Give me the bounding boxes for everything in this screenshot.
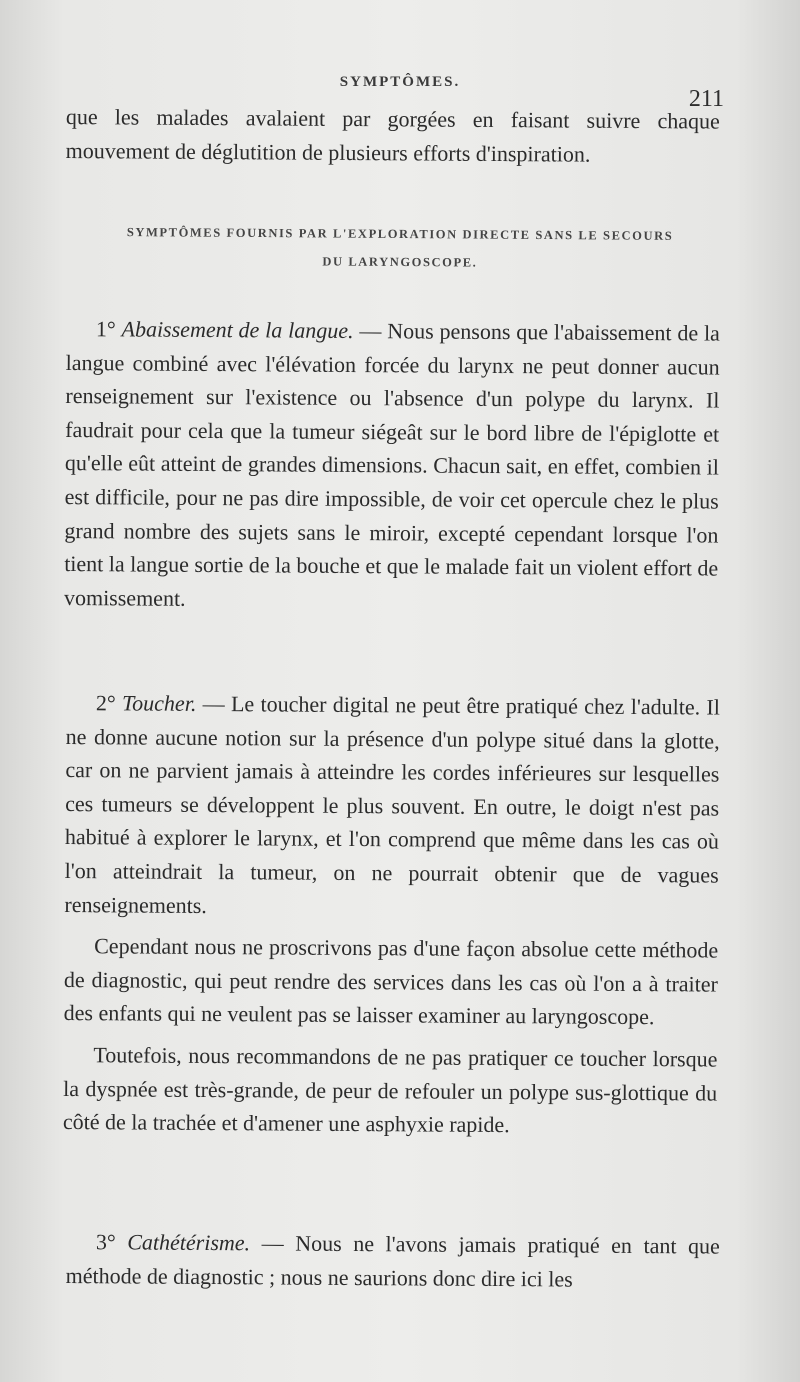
item-2-paragraph-2: Cependant nous ne proscrivons pas d'une façon absolue cette méthode de diagnostic, qui peut rendre des services dans les cas où l'on a à traiter des enfants qui ne veulent pas se laisser examiner au laryngoscope.	[63, 933, 719, 1030]
item-1-text: — Nous pensons que l'abaissement de la langue combiné avec l'élévation forcée du larynx ne peut donner aucun renseignement sur l'existence ou l'absence d'un polype du larynx. Il faudrait pour cela que la tumeur siégeât sur le bord libre de l'épiglotte et qu'elle eût atteint de grandes dimensions. Chacun sait, en effet, combien il est difficile, pour ne pas dire impossible, de voir cet opercule chez le plus grand nombre des sujets sans le miroir, excepté cependant lorsque l'on tient la langue sortie de la bouche et que le malade fait un violent effort de vomissement.	[63, 318, 720, 611]
item-1-block	[64, 312, 720, 619]
item-3-number: 3°	[95, 1229, 116, 1255]
section-heading	[80, 218, 720, 278]
page-number: 211	[688, 86, 724, 112]
item-2-text: — Le toucher digital ne peut être pratiqué chez l'adulte. Il ne donne aucune notion sur la présence d'un polype situé dans la glotte, car on ne parvient jamais à atteindre les cordes inférieures sur lesquelles ces tumeurs se développent le plus souvent. En outre, le doigt n'est pas habitué à explorer le larynx, et l'on comprend que même dans les cas où l'on atteindrait la tumeur, on ne pourrait obtenir que de vagues renseignements.	[64, 690, 720, 918]
section-heading-line-2: DU LARYNGOSCOPE.	[322, 254, 478, 270]
item-3-title: Cathétérisme.	[127, 1229, 251, 1256]
section-heading-line-1: SYMPTÔMES FOURNIS PAR L'EXPLORATION DIRECTE SANS LE SECOURS	[126, 225, 674, 243]
item-2-number: 2°	[95, 690, 116, 716]
item-3-text: — Nous ne l'avons jamais pratiqué en tant que méthode de diagnostic ; nous ne saurions donc dire ici les	[65, 1230, 720, 1292]
item-2-block	[63, 686, 720, 1143]
item-1-paragraph	[64, 312, 720, 619]
item-2-paragraph	[64, 686, 720, 926]
item-3-paragraph	[66, 1225, 720, 1297]
continued-paragraph: que les malades avalaient par gorgées en faisant suivre chaque mouvement de déglutition de plusieurs efforts d'inspiration.	[65, 103, 720, 167]
item-2-title: Toucher.	[121, 690, 197, 716]
item-3-block	[66, 1225, 720, 1297]
item-1-title: Abaissement de la langue.	[121, 316, 354, 344]
item-2-paragraph-3: Toutefois, nous recommandons de ne pas pratiquer ce toucher lorsque la dyspnée est très-grande, de peur de refouler un polype sus-glottique du côté de la trachée et d'amener une asphyxie rapide.	[62, 1042, 718, 1138]
running-head: SYMPTÔMES.	[339, 74, 461, 90]
item-1-number: 1°	[95, 316, 116, 342]
continued-paragraph-block	[66, 100, 720, 172]
